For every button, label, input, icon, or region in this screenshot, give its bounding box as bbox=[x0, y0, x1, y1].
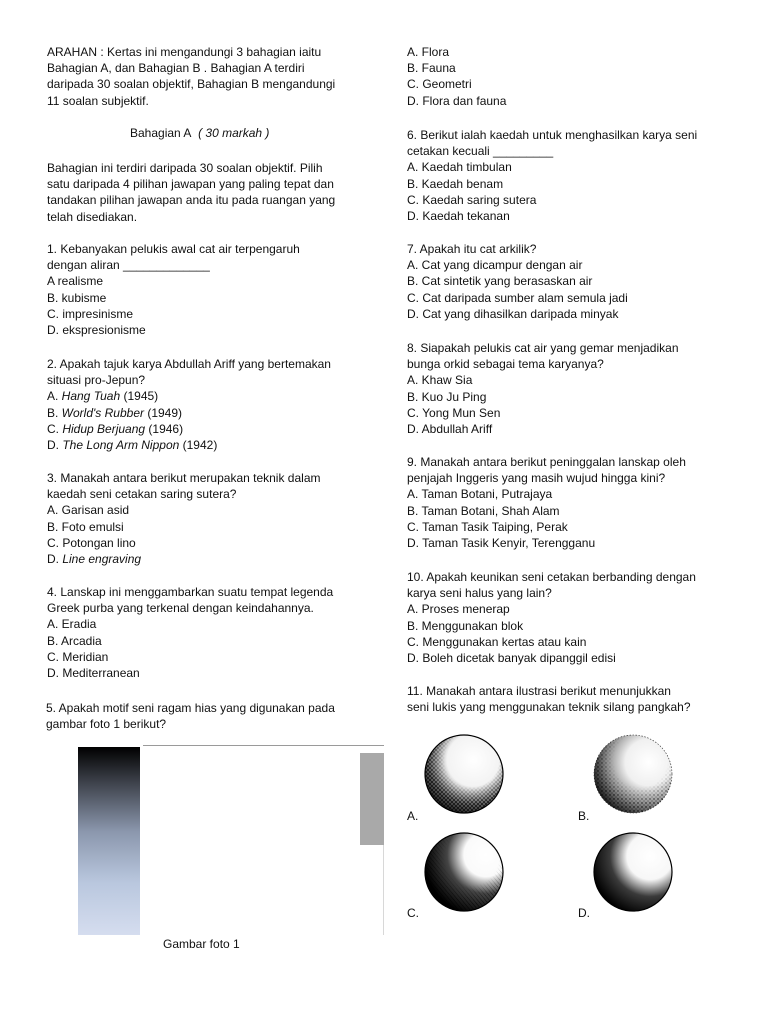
option-a[interactable]: A. Khaw Sia bbox=[407, 373, 473, 388]
option-c[interactable]: C. Menggunakan kertas atau kain bbox=[407, 634, 587, 649]
option-d[interactable]: D. The Long Arm Nippon (1942) bbox=[47, 438, 218, 453]
section-title: Bahagian A bbox=[130, 126, 192, 140]
instructions bbox=[47, 44, 361, 109]
option-d[interactable]: D. Kaedah tekanan bbox=[407, 209, 510, 224]
option-c[interactable]: C. Cat daripada sumber alam semula jadi bbox=[407, 290, 628, 305]
question-11 bbox=[407, 683, 691, 715]
instructions-line: ARAHAN : Kertas ini mengandungi 3 bahagian iaitu bbox=[47, 45, 322, 59]
sphere-option-c[interactable] bbox=[424, 832, 504, 912]
option-b[interactable]: B. Menggunakan blok bbox=[407, 618, 524, 633]
question-text: penjajah Inggeris yang masih wujud hingga kini? bbox=[407, 471, 666, 486]
question-text: Greek purba yang terkenal dengan keindahannya. bbox=[47, 601, 314, 616]
sphere-label-d: D. bbox=[578, 906, 590, 920]
question-text: 3. Manakah antara berikut merupakan teknik dalam bbox=[47, 471, 321, 485]
question-6 bbox=[407, 127, 697, 224]
sphere-label-a: A. bbox=[407, 809, 419, 823]
option-a[interactable]: A. Flora bbox=[407, 45, 450, 59]
photo-1-figure bbox=[78, 745, 384, 935]
section-marks: ( 30 markah ) bbox=[198, 126, 270, 140]
question-10 bbox=[407, 569, 696, 666]
option-a[interactable]: A. Kaedah timbulan bbox=[407, 160, 512, 175]
option-d[interactable]: D. Flora dan fauna bbox=[407, 93, 507, 108]
option-b[interactable]: B. Kaedah benam bbox=[407, 176, 504, 191]
sphere-label-c: C. bbox=[407, 906, 419, 920]
photo-border bbox=[383, 845, 384, 935]
question-text: 9. Manakah antara berikut peninggalan lanskap oleh bbox=[407, 455, 686, 469]
section-intro bbox=[47, 160, 361, 225]
option-c[interactable]: C. Hidup Berjuang (1946) bbox=[47, 421, 184, 436]
option-b[interactable]: B. Arcadia bbox=[47, 633, 102, 648]
question-text: dengan aliran _____________ bbox=[47, 258, 210, 273]
question-8 bbox=[407, 340, 679, 437]
option-c[interactable]: C. Meridian bbox=[47, 649, 109, 664]
option-b[interactable]: B. Cat sintetik yang berasaskan air bbox=[407, 274, 593, 289]
option-c[interactable]: C. impresinisme bbox=[47, 306, 134, 321]
option-c[interactable]: C. Kaedah saring sutera bbox=[407, 192, 537, 207]
question-text: gambar foto 1 berikut? bbox=[46, 717, 167, 732]
option-d[interactable]: D. Abdullah Ariff bbox=[407, 422, 493, 437]
option-c[interactable]: C. Geometri bbox=[407, 77, 472, 92]
question-text: karya seni halus yang lain? bbox=[407, 586, 552, 601]
section-heading bbox=[130, 125, 269, 141]
option-a[interactable]: A. Garisan asid bbox=[47, 503, 130, 518]
question-text: 11. Manakah antara ilustrasi berikut menunjukkan bbox=[407, 684, 671, 698]
question-1 bbox=[47, 241, 300, 338]
option-d[interactable]: D. Boleh dicetak banyak dipanggil edisi bbox=[407, 651, 616, 666]
intro-line: satu daripada 4 pilihan jawapan yang paling tepat dan bbox=[47, 177, 334, 192]
question-5 bbox=[46, 700, 335, 732]
option-a[interactable]: A. Taman Botani, Putrajaya bbox=[407, 487, 553, 502]
question-3 bbox=[47, 470, 321, 567]
question-text: 10. Apakah keunikan seni cetakan berbanding dengan bbox=[407, 570, 696, 584]
option-c[interactable]: C. Taman Tasik Taiping, Perak bbox=[407, 519, 568, 534]
option-a[interactable]: A realisme bbox=[47, 274, 104, 289]
question-text: 7. Apakah itu cat arkilik? bbox=[407, 242, 537, 256]
photo-border bbox=[143, 745, 384, 746]
photo-gradient-strip bbox=[78, 747, 140, 935]
sphere-option-a[interactable] bbox=[424, 734, 504, 814]
instructions-line: daripada 30 soalan objektif, Bahagian B mengandungi bbox=[47, 77, 336, 92]
sphere-label-b: B. bbox=[578, 809, 590, 823]
option-a[interactable]: A. Proses menerap bbox=[407, 602, 510, 617]
option-c[interactable]: C. Potongan lino bbox=[47, 535, 136, 550]
option-b[interactable]: B. kubisme bbox=[47, 290, 107, 305]
option-d[interactable]: D. Cat yang dihasilkan daripada minyak bbox=[407, 306, 619, 321]
question-text: cetakan kecuali _________ bbox=[407, 144, 554, 159]
photo-gray-block bbox=[360, 753, 384, 845]
option-b[interactable]: B. Fauna bbox=[407, 61, 456, 76]
question-text: 5. Apakah motif seni ragam hias yang digunakan pada bbox=[46, 701, 335, 715]
question-text: 1. Kebanyakan pelukis awal cat air terpengaruh bbox=[47, 242, 300, 256]
option-b[interactable]: B. Taman Botani, Shah Alam bbox=[407, 503, 560, 518]
question-text: situasi pro-Jepun? bbox=[47, 373, 146, 388]
question-text: bunga orkid sebagai tema karyanya? bbox=[407, 357, 604, 372]
instructions-line: Bahagian A, dan Bahagian B . Bahagian A terdiri bbox=[47, 61, 305, 76]
question-text: 4. Lanskap ini menggambarkan suatu tempat legenda bbox=[47, 585, 334, 599]
photo-caption: Gambar foto 1 bbox=[163, 937, 240, 951]
sphere-option-b[interactable] bbox=[593, 734, 673, 814]
question-2 bbox=[47, 356, 331, 453]
question-text: 8. Siapakah pelukis cat air yang gemar menjadikan bbox=[407, 341, 679, 355]
option-d[interactable]: D. Taman Tasik Kenyir, Terengganu bbox=[407, 536, 596, 551]
question-7 bbox=[407, 241, 628, 322]
instructions-line: 11 soalan subjektif. bbox=[47, 93, 149, 108]
intro-line: telah disediakan. bbox=[47, 209, 138, 224]
question-text: kaedah seni cetakan saring sutera? bbox=[47, 487, 237, 502]
question-text: seni lukis yang menggunakan teknik silang pangkah? bbox=[407, 700, 691, 715]
intro-line: Bahagian ini terdiri daripada 30 soalan objektif. Pilih bbox=[47, 161, 323, 175]
sphere-option-d[interactable] bbox=[593, 832, 673, 912]
question-text: 2. Apakah tajuk karya Abdullah Ariff yang bertemakan bbox=[47, 357, 331, 371]
option-b[interactable]: B. World's Rubber (1949) bbox=[47, 405, 183, 420]
question-9 bbox=[407, 454, 686, 551]
option-d[interactable]: D. Line engraving bbox=[47, 552, 142, 567]
intro-line: tandakan pilihan jawapan anda itu pada ruangan yang bbox=[47, 193, 336, 208]
option-b[interactable]: B. Kuo Ju Ping bbox=[407, 389, 487, 404]
option-c[interactable]: C. Yong Mun Sen bbox=[407, 405, 501, 420]
option-a[interactable]: A. Hang Tuah (1945) bbox=[47, 389, 159, 404]
option-d[interactable]: D. Mediterranean bbox=[47, 666, 140, 681]
option-d[interactable]: D. ekspresionisme bbox=[47, 323, 146, 338]
question-4 bbox=[47, 584, 333, 681]
option-a[interactable]: A. Eradia bbox=[47, 617, 97, 632]
option-a[interactable]: A. Cat yang dicampur dengan air bbox=[407, 258, 583, 273]
question-text: 6. Berikut ialah kaedah untuk menghasilkan karya seni bbox=[407, 128, 698, 142]
option-b[interactable]: B. Foto emulsi bbox=[47, 519, 124, 534]
question-5-options bbox=[407, 44, 506, 109]
